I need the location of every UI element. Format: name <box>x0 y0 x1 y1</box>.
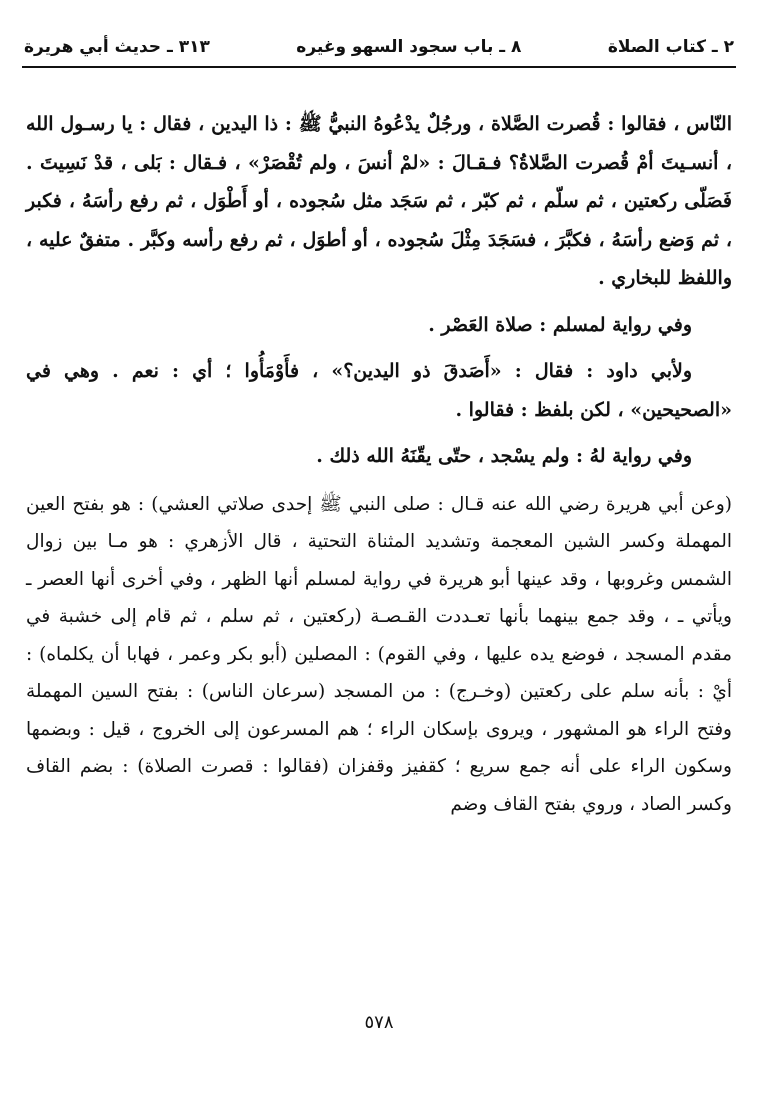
header-section: ٨ ـ باب سجود السهو وغيره <box>296 37 522 57</box>
header-chapter: ٢ ـ كتاب الصلاة <box>607 37 734 57</box>
hadith-paragraph-2: وفي رواية لمسلم : صلاة العَصْر . <box>428 313 692 336</box>
hadith-paragraph-1: النّاس ، فقالوا : قُصرت الصَّلاة ، ورجُلٌ يدْعُوهُ النبيُّ ﷺ : ذا اليدين ، فقال : يا رسـول الله ، أنسـيتَ أمْ قُصرت الصَّلاةُ؟ فـقـالَ : «لمْ أنسَ ، ولم تُقْصَرْ» ، فـقال : بَلى ، قدْ نَسِيتَ . فَصَلّى ركعتين ، ثم سلّم ، ثم كبّر ، ثم سَجَد مثل سُجوده ، أو أَطْوَل ، ثم رفع رأسَهُ ، فكبر ، ثم وَضع رأسَهُ ، فكبَّرَ ، فسَجَدَ مِثْلَ سُجوده ، أو أطوَل ، ثم رفع رأسه وكبَّر . متفقٌ عليه ، واللفظ للبخاري . <box>26 113 732 289</box>
page-number: ٥٧٨ <box>364 1012 394 1033</box>
hadith-paragraph-3: ولأبي داود : فقال : «أَصَدقَ ذو اليدين؟» ، فأَوْمَأُوا ؛ أي : نعم . وهي في «الصحيحين» ، لكن بلفظ : فقالوا . <box>26 360 732 421</box>
page-body <box>26 105 732 823</box>
hadith-paragraph-4: وفي رواية لهُ : ولم يسْجد ، حتّى يقّنَهُ الله ذلك . <box>316 445 692 467</box>
running-header <box>22 28 736 68</box>
header-hadith: ٣١٣ ـ حديث أبي هريرة <box>24 37 210 57</box>
commentary-paragraph: (وعن أبي هريرة رضي الله عنه قـال : صلى النبي ﷺ إحدى صلاتي العشي) : هو بفتح العين المهملة وكسر الشين المعجمة وتشديد المثناة التحتية ، قال الأزهري : هو مـا بين زوال الشمس وغروبها ، وقد عينها أبو هريرة في رواية لمسلم أنها الظهر ، وفي أخرى أنها العصر ـ ويأتي ـ ، وقد جمع بينهما بأنها تعـددت القـصـة (ركعتين ، ثم سلم ، ثم قام إلى خشبة في مقدم المسجد ، فوضع يده عليها ، وفي القوم) : المصلين (أبو بكر وعمر ، فهابا أن يكلماه) : أيْ : بأنه سلم على ركعتين (وخـرج) : من المسجد (سرعان الناس) : بفتح السين المهملة وفتح الراء هو المشهور ، ويروى بإسكان الراء ؛ هم المسرعون إلى الخروج ، قيل : وبضمها وسكون الراء على أنه جمع سريع ؛ كقفيز وقفزان (فقالوا : قصرت الصلاة) : بضم القاف وكسر الصاد ، وروي بفتح القاف وضم <box>26 493 732 815</box>
